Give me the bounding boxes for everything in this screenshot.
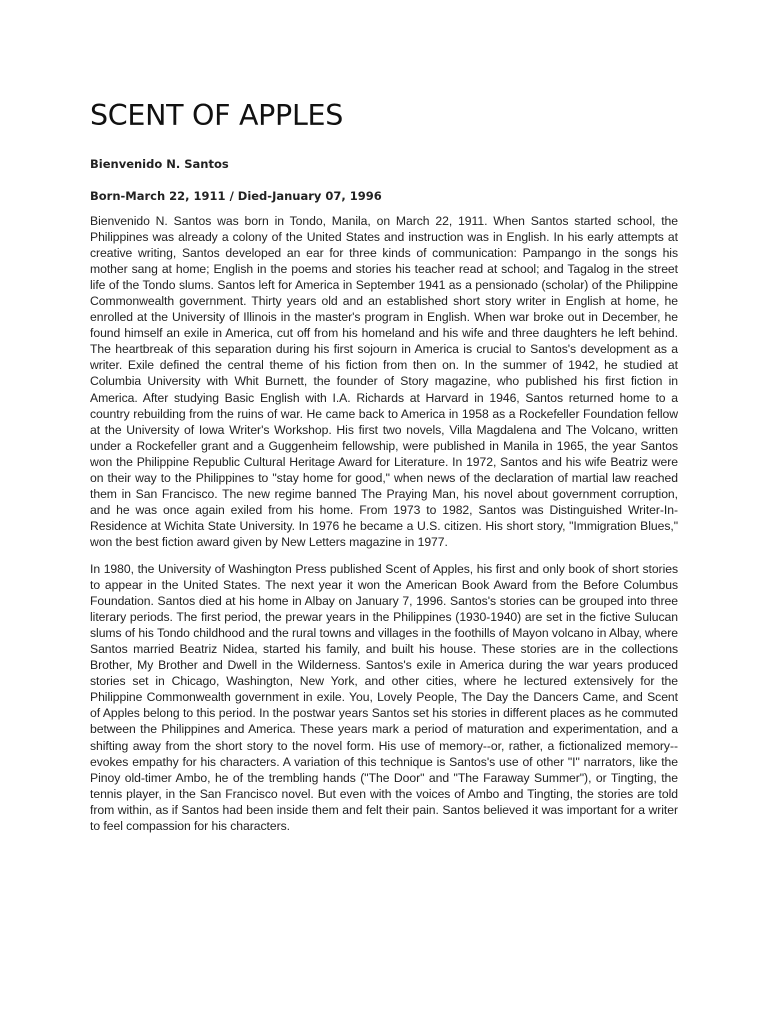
birth-death-dates: Born-March 22, 1911 / Died-January 07, 1996: [90, 189, 382, 203]
body-paragraph-1: Bienvenido N. Santos was born in Tondo, Manila, on March 22, 1911. When Santos started school, the Philippines was already a colony of the United States and instruction was in English. In his early attempts at creative writing, Santos developed an ear for three kinds of communication: Pampango in the songs his mother sang at home; English in the poems and stories his teacher read at school; and Tagalog in the street life of the Tondo slums. Santos left for America in September 1941 as a pensionado (scholar) of the Philippine Commonwealth government. Thirty years old and an established short story writer in English at home, he enrolled at the University of Illinois in the master's program in English. When war broke out in December, he found himself an exile in America, cut off from his homeland and his wife and three daughters he left behind. The heartbreak of this separation during his first sojourn in America is crucial to Santos's development as a writer. Exile defined the central theme of his fiction from then on. In the summer of 1942, he studied at Columbia University with Whit Burnett, the founder of Story magazine, who published his first fiction in America. After studying Basic English with I.A. Richards at Harvard in 1946, Santos returned home to a country rebuilding from the ruins of war. He came back to America in 1958 as a Rockefeller Foundation fellow at the University of Iowa Writer's Workshop. His first two novels, Villa Magdalena and The Volcano, written under a Rockefeller grant and a Guggenheim fellowship, were published in Manila in 1965, the year Santos won the Philippine Republic Cultural Heritage Award for Literature. In 1972, Santos and his wife Beatriz were on their way to the Philippines to "stay home for good," when news of the declaration of martial law reached them in San Francisco. The new regime banned The Praying Man, his novel about government corruption, and he was once again exiled from his home. From 1973 to 1982, Santos was Distinguished Writer-In-Residence at Wichita State University. In 1976 he became a U.S. citizen. His short story, "Immigration Blues," won the best fiction award given by New Letters magazine in 1977.: [90, 214, 678, 549]
document-page: [90, 96, 678, 845]
document-title: SCENT OF APPLES: [90, 99, 344, 132]
body-paragraph-2: In 1980, the University of Washington Press published Scent of Apples, his first and only book of short stories to appear in the United States. The next year it won the American Book Award from the Before Columbus Foundation. Santos died at his home in Albay on January 7, 1996. Santos's stories can be grouped into three literary periods. The first period, the prewar years in the Philippines (1930-1940) are set in the fictive Sulucan slums of his Tondo childhood and the rural towns and villages in the foothills of Mayon volcano in Albay, where Santos married Beatriz Nidea, started his family, and built his house. These stories are in the collections Brother, My Brother and Dwell in the Wilderness. Santos's exile in America during the war years produced stories set in Chicago, Washington, New York, and other cities, where he lectured extensively for the Philippine Commonwealth government in exile. You, Lovely People, The Day the Dancers Came, and Scent of Apples belong to this period. In the postwar years Santos set his stories in different places as he commuted between the Philippines and America. These years mark a period of maturation and experimentation, and a shifting away from the short story to the novel form. His use of memory--or, rather, a fictionalized memory--evokes empathy for his characters. A variation of this technique is Santos's use of other "I" narrators, like the Pinoy old-timer Ambo, he of the trembling hands ("The Door" and "The Faraway Summer"), or Tingting, the tennis player, in the San Francisco novel. But even with the voices of Ambo and Tingting, the stories are told from within, as if Santos had been inside them and felt their pain. Santos believed it was important for a writer to feel compassion for his characters.: [90, 561, 678, 833]
author-name: Bienvenido N. Santos: [90, 157, 229, 171]
